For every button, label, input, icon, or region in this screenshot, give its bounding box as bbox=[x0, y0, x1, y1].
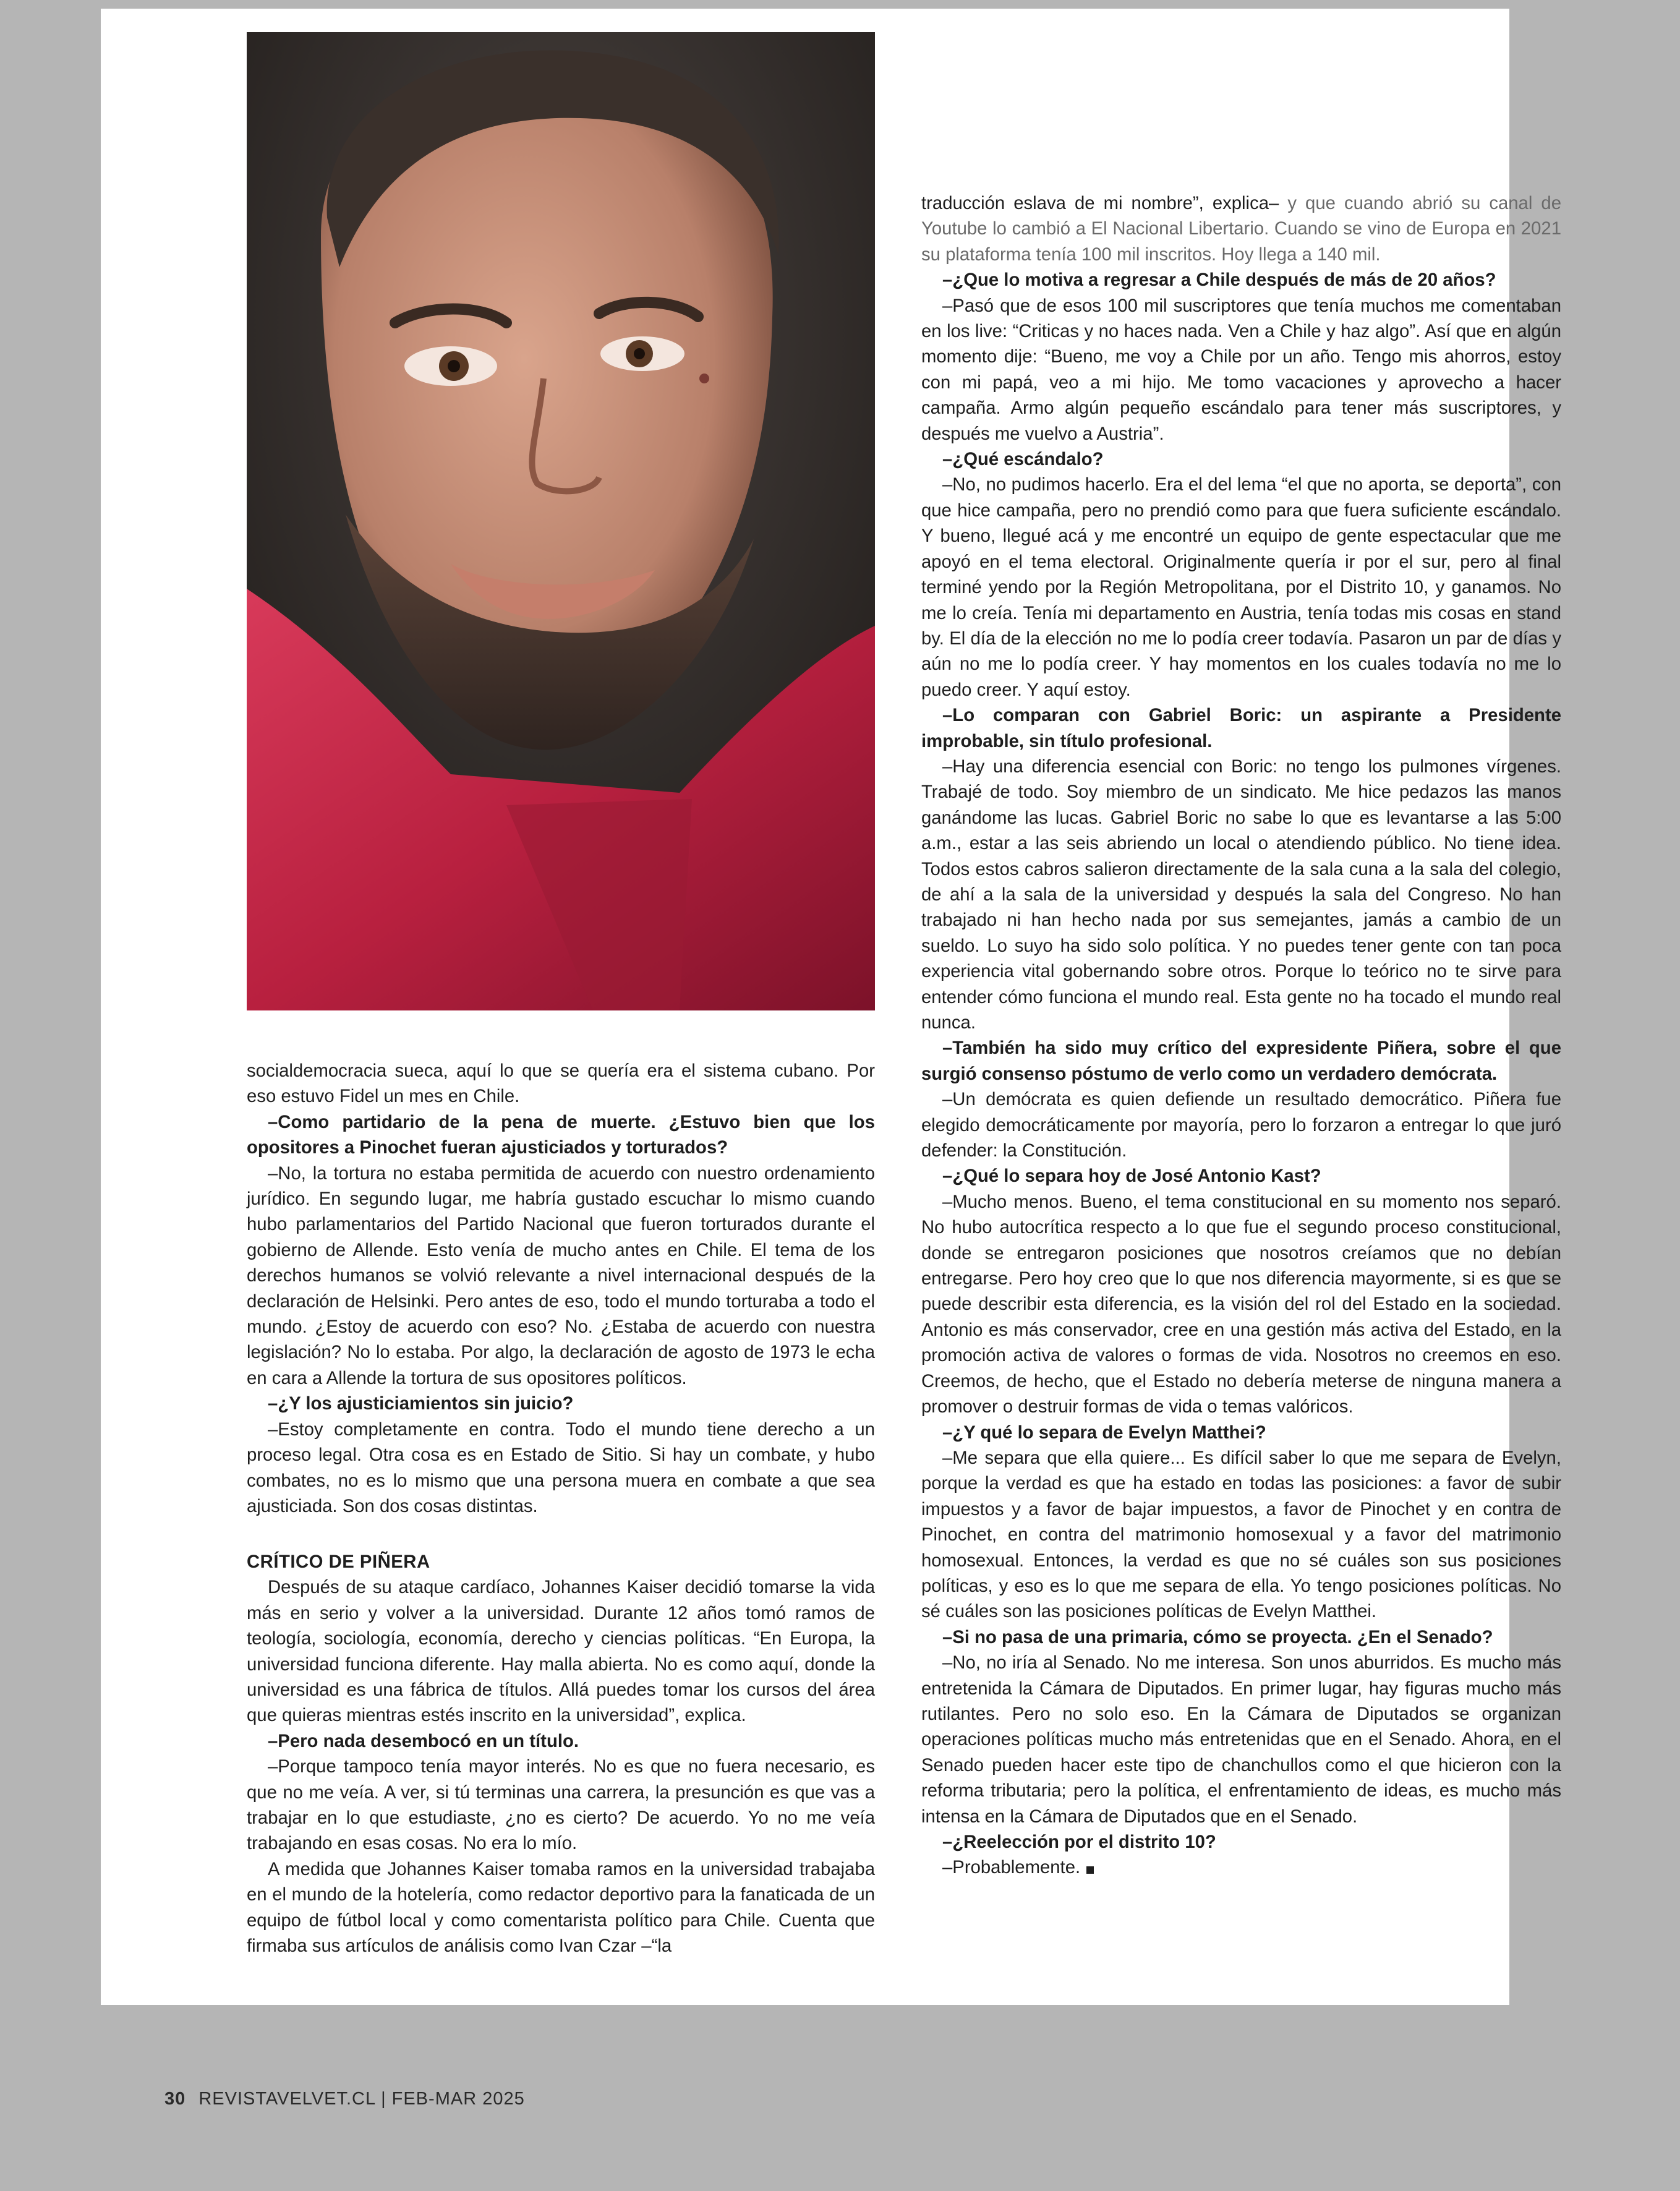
paragraph-continuation-grey: y que cuando abrió su canal de Youtube lo cambió a El Nacional Libertario. Cuando se vino de Europa en 2021 su plataforma tenía 100 mil inscritos. Hoy llega a 140 mil. bbox=[921, 193, 1561, 265]
interview-answer: –Hay una diferencia esencial con Boric: no tengo los pulmones vírgenes. Trabajé de todo. Soy miembro de un sindicato. Me hice pedazos las manos ganándome las lucas. Gabriel Boric no sabe lo que es levantarse a las 5:00 a.m., estar a las seis abriendo un local o atendiendo público. No tiene idea. Todos estos cabros salieron directamente de la sala cuna a la sala del colegio, de ahí a la sala de la universidad y después la sala del Congreso. No han trabajado ni han hecho nada por sus semejantes, jamás a cambio de un sueldo. Lo suyo ha sido solo política. Y no puedes tener gente con tan poca experiencia vital gobernando sobre otros. Porque lo teórico no te sirve para entender cómo funciona el mundo real. Esta gente no ha tocado el mundo real nunca. bbox=[921, 756, 1561, 1033]
interview-question: –¿Reelección por el distrito 10? bbox=[942, 1832, 1216, 1852]
paragraph-continuation: traducción eslava de mi nombre”, explica– bbox=[921, 193, 1279, 213]
paragraph: socialdemocracia sueca, aquí lo que se quería era el sistema cubano. Por eso estuvo Fidel un mes en Chile. bbox=[247, 1061, 875, 1107]
end-of-article-mark bbox=[1086, 1866, 1094, 1874]
paragraph: A medida que Johannes Kaiser tomaba ramos en la universidad trabajaba en el mundo de la hotelería, como redactor deportivo para la fanaticada de un equipo de fútbol local y como comentarista político para Chile. Cuenta que firmaba sus artículos de análisis como Ivan Czar –“la bbox=[247, 1858, 875, 1957]
interview-question: –Si no pasa de una primaria, cómo se proyecta. ¿En el Senado? bbox=[942, 1626, 1493, 1647]
interview-question: –Lo comparan con Gabriel Boric: un aspirante a Presidente improbable, sin título profesional. bbox=[921, 705, 1561, 751]
page-footer bbox=[164, 2089, 525, 2109]
left-column-top bbox=[247, 1058, 875, 1519]
portrait-illustration bbox=[247, 32, 875, 1010]
interview-question: –Pero nada desembocó en un título. bbox=[268, 1730, 579, 1751]
interview-answer: –No, la tortura no estaba permitida de acuerdo con nuestro ordenamiento jurídico. En segundo lugar, me habría gustado escuchar lo mismo cuando hubo parlamentarios del Partido Nacional que fueron torturados durante el gobierno de Allende. Esto venía de mucho antes en Chile. El tema de los derechos humanos se volvió relevante a nivel internacional después de la declaración de Helsinki. Pero antes de eso, todo el mundo torturaba a todo el mundo. ¿Estoy de acuerdo con eso? No. ¿Estaba de acuerdo con nuestra legislación? No lo estaba. Por algo, la declaración de agosto de 1973 le echa en cara a Allende la tortura de sus opositores políticos. bbox=[247, 1163, 875, 1388]
interview-answer: –Un demócrata es quien defiende un resultado democrático. Piñera fue elegido democráticamente por mayoría, pero lo forzaron a entregar lo que juró defender: la Constitución. bbox=[921, 1089, 1561, 1161]
interview-question: –También ha sido muy crítico del expresidente Piñera, sobre el que surgió consenso póstumo de verlo como un verdadero demócrata. bbox=[921, 1038, 1561, 1084]
interview-question: –¿Y los ajusticiamientos sin juicio? bbox=[268, 1393, 574, 1414]
interview-question: –¿Y qué lo separa de Evelyn Matthei? bbox=[942, 1422, 1266, 1443]
interview-question: –¿Qué escándalo? bbox=[942, 449, 1104, 470]
left-column-section bbox=[247, 1549, 875, 1959]
interview-question: –¿Qué lo separa hoy de José Antonio Kast? bbox=[942, 1166, 1321, 1187]
interview-answer: –No, no iría al Senado. No me interesa. Son unos aburridos. Es mucho más entretenida la Cámara de Diputados. En primer lugar, hay figuras mucho más rutilantes. Pero no solo eso. En la Cámara de Diputados se organizan operaciones políticas mucho más entretenidas que en el Senado. Ahora, en el Senado pueden hacer este tipo de chanchullos como el que hicieron con la reforma tributaria; pero la política, el enfrentamiento de ideas, es mucho más intensa en la Cámara de Diputados que en el Senado. bbox=[921, 1652, 1561, 1827]
interview-answer: –Pasó que de esos 100 mil suscriptores que tenía muchos me comentaban en los live: “Criticas y no haces nada. Ven a Chile y haz algo”. Así que en algún momento dije: “Bueno, me voy a Chile por un año. Tengo mis ahorros, estoy con mi papá, veo a mi hijo. Me tomo vacaciones y aprovecho a hacer campaña. Armo algún pequeño escándalo para tener más suscriptores, y después me vuelvo a Austria”. bbox=[921, 295, 1561, 444]
final-answer-text: –Probablemente. bbox=[942, 1857, 1081, 1878]
right-column bbox=[921, 190, 1561, 1881]
interview-question: –Como partidario de la pena de muerte. ¿Estuvo bien que los opositores a Pinochet fueran ajusticiados y torturados? bbox=[247, 1111, 875, 1158]
paragraph: Después de su ataque cardíaco, Johannes Kaiser decidió tomarse la vida más en serio y volver a la universidad. Durante 12 años tomó ramos de teología, sociología, economía, derecho y ciencias políticas. “En Europa, la universidad funciona diferente. Hay malla abierta. No es como aquí, donde la universidad es una fábrica de títulos. Allá puedes tomar los cursos del área que quieras mientras estés inscrito en la universidad”, explica. bbox=[247, 1577, 875, 1726]
interview-answer: –Porque tampoco tenía mayor interés. No es que no fuera necesario, es que no me veía. A ver, si tú terminas una carrera, la presunción es que vas a trabajar en lo que estudiaste, ¿no es cierto? De acuerdo. Yo no me veía trabajando en esas cosas. No era lo mío. bbox=[247, 1756, 875, 1854]
section-heading: CRÍTICO DE PIÑERA bbox=[247, 1552, 430, 1572]
interview-answer: –Me separa que ella quiere... Es difícil saber lo que me separa de Evelyn, porque la verdad es que ha estado en todas las posiciones: a favor de subir impuestos y a favor de bajar impuestos, a favor de Pinochet y en contra de Pinochet, en contra del matrimonio homosexual y a favor del matrimonio homosexual. Entonces, la verdad es que no sé cuáles son sus posiciones políticas, y eso es lo que me separa de ella. Yo tengo posiciones políticas. No sé cuáles son las posiciones políticas de Evelyn Matthei. bbox=[921, 1447, 1561, 1622]
interview-answer-final bbox=[921, 1855, 1561, 1880]
paragraph bbox=[921, 190, 1561, 267]
interview-answer: –No, no pudimos hacerlo. Era el del lema “el que no aporta, se deporta”, con que hice campaña, pero no prendió como para que fuera suficiente escándalo. Y bueno, llegué acá y me encontré un equipo de gente espectacular que me apoyó en el tema electoral. Originalmente quería ir por el sur, pero al final terminé yendo por la Región Metropolitana, por el Distrito 10, y ganamos. No me lo creía. Tenía mi departamento en Austria, tenía todas mis cosas en stand by. El día de la elección no me lo podía creer todavía. Pasaron un par de días y aún no me lo podía creer. Y hay momentos en los cuales todavía no me lo puedo creer. Y aquí estoy. bbox=[921, 474, 1561, 700]
interview-answer: –Mucho menos. Bueno, el tema constitucional en su momento nos separó. No hubo autocrítica respecto a lo que fue el segundo proceso constitucional, donde se entregaron posiciones que nosotros creíamos que no debían entregarse. Pero hoy creo que lo que nos diferencia mayormente, si es que se puede describir esta diferencia, es la visión del rol del Estado en la sociedad. Antonio es más conservador, cree en una gestión más activa del Estado, en la promoción activa de valores o formas de vida. Nosotros no creemos en eso. Creemos, de hecho, que el Estado no debería meterse de ninguna manera a promover o destruir formas de vida o temas valóricos. bbox=[921, 1191, 1561, 1417]
interview-answer: –Estoy completamente en contra. Todo el mundo tiene derecho a un proceso legal. Otra cosa es en Estado de Sitio. Si hay un combate, y hubo combates, no es lo mismo que una persona muera en combate a que sea ajusticiada. Son dos cosas distintas. bbox=[247, 1419, 875, 1516]
interview-question: –¿Que lo motiva a regresar a Chile después de más de 20 años? bbox=[942, 270, 1496, 291]
publication-info: REVISTAVELVET.CL | FEB-MAR 2025 bbox=[198, 2089, 525, 2109]
page-number: 30 bbox=[164, 2089, 186, 2109]
magazine-page bbox=[101, 9, 1561, 2005]
portrait-photo bbox=[247, 32, 875, 1010]
